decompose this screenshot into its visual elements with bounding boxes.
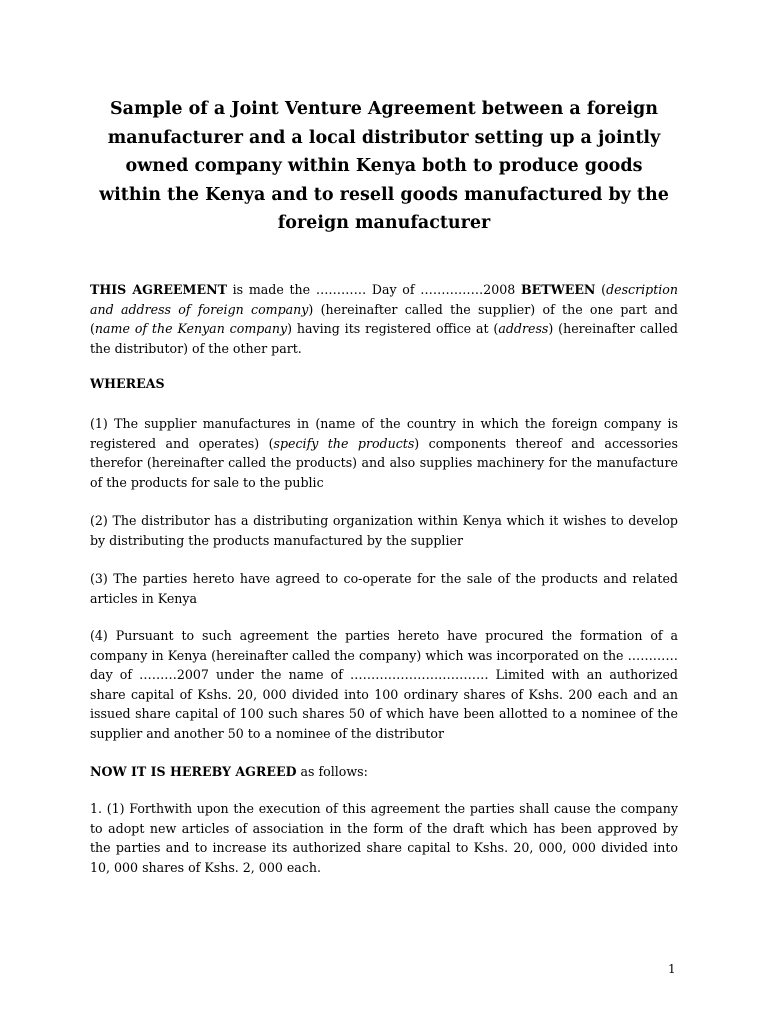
intro-part3: ) (hereinafter called the supplier) of the one part and ( xyxy=(90,301,678,336)
recital-1-part2: ) components thereof and accessories therefor (hereinafter called the products) and also supplies machinery for the manufacture of the products for sale to the public xyxy=(90,435,678,490)
intro-part4: ) having its registered office at ( xyxy=(287,321,499,336)
intro-part2: ( xyxy=(595,282,607,297)
agreed-clause xyxy=(90,762,678,782)
intro-between: BETWEEN xyxy=(520,282,596,297)
intro-address: address xyxy=(498,321,549,336)
recital-4: (4) Pursuant to such agreement the parties hereto have procured the formation of a company in Kenya (hereinafter called the company) which was incorporated on the ………… day of ………2007 under the name of …………………………… Limited with an authorized share capital of Kshs. 20, 000 divided into 100 ordinary shares of Kshs. 200 each and an issued share capital of 100 such shares 50 of which have been allotted to a nominee of the supplier and another 50 to a nominee of the distributor xyxy=(90,628,678,741)
intro-part5: ) (hereinafter called the distributor) of the other part. xyxy=(90,321,678,356)
section-1: 1. (1) Forthwith upon the execution of this agreement the parties shall cause the company to adopt new articles of association in the form of the draft which has been approved by the parties and to increase its authorized share capital to Kshs. 20, 000, 000 divided into 10, 000 shares of Kshs. 2, 000 each. xyxy=(90,801,678,875)
recital-1 xyxy=(90,414,678,492)
document-title: Sample of a Joint Venture Agreement between a foreign manufacturer and a local distributor setting up a jointly owned company within Kenya both to produce goods within the Kenya and to resell goods manufactured by the foreign manufacturer xyxy=(99,99,669,233)
intro-foreign-company: description and address of foreign company xyxy=(90,282,678,317)
agreement-intro xyxy=(90,280,678,358)
intro-lead: THIS AGREEMENT xyxy=(90,282,227,297)
intro-kenyan-company: name of the Kenyan company xyxy=(94,321,288,336)
intro-part1: is made the ………… Day of ……………2008 xyxy=(226,282,521,297)
recital-2: (2) The distributor has a distributing organization within Kenya which it wishes to develop by distributing the products manufactured by the supplier xyxy=(90,513,678,548)
agreed-bold: NOW IT IS HEREBY AGREED xyxy=(90,764,297,779)
recital-3: (3) The parties hereto have agreed to co-operate for the sale of the products and related articles in Kenya xyxy=(90,571,678,606)
recital-1-part1: (1) The supplier manufactures in (name of the country in which the foreign company is registered and operates) ( xyxy=(90,416,678,451)
recital-1-products: specify the products xyxy=(273,435,415,451)
whereas-heading: WHEREAS xyxy=(90,376,165,391)
agreed-rest: as follows: xyxy=(296,764,368,779)
page-number: 1 xyxy=(668,962,676,976)
